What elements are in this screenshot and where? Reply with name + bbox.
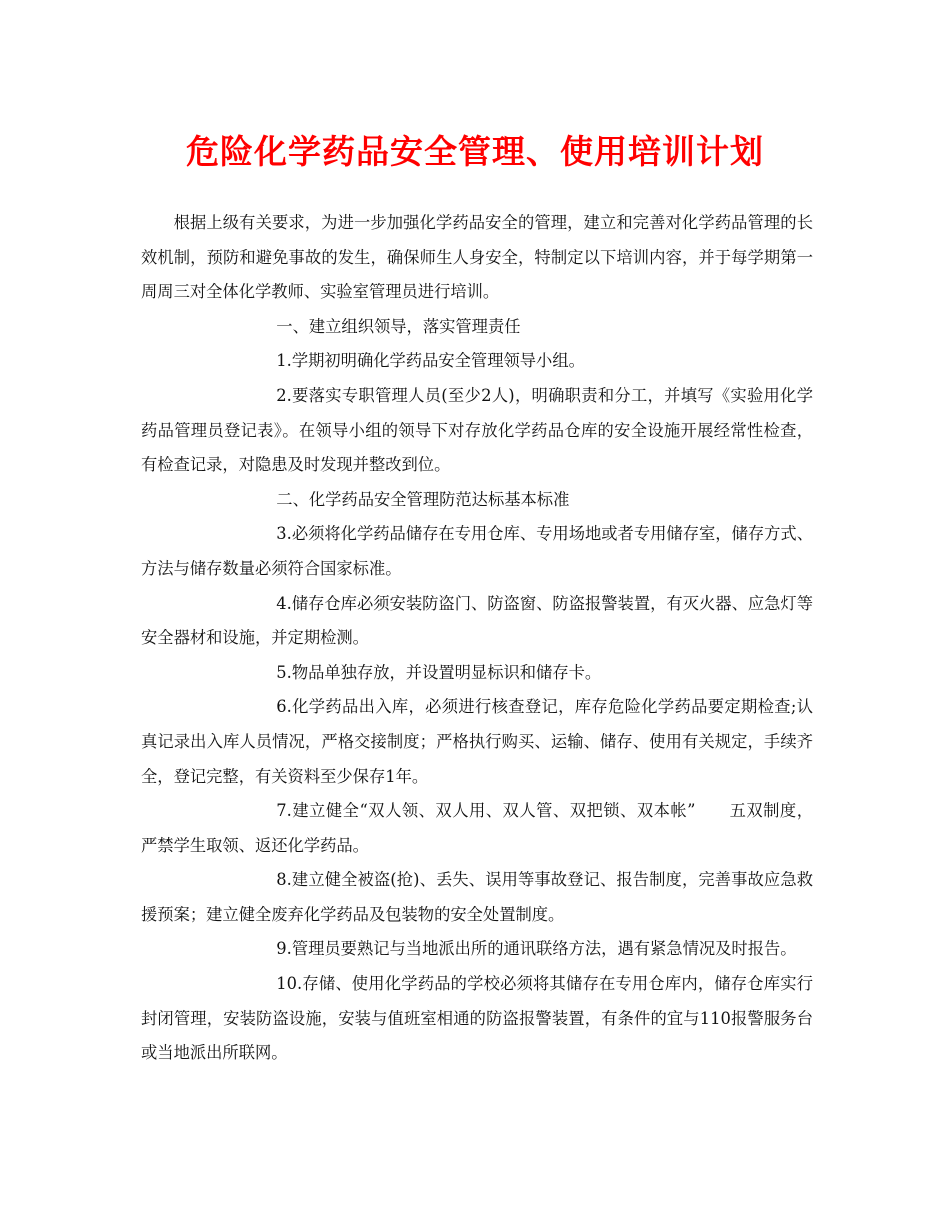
item-5: 5.物品单独存放，并设置明显标识和储存卡。 — [276, 662, 602, 682]
item-4: 4.储存仓库必须安装防盗门、防盗窗、防盗报警装置，有灭火器、应急灯等安全器材和设施，并定期检测。 — [141, 593, 813, 648]
item-1: 1.学期初明确化学药品安全管理领导小组。 — [276, 351, 585, 371]
item-6: 6.化学药品出入库，必须进行核查登记，库存危险化学药品要定期检查;认真记录出入库人员情况，严格交接制度；严格执行购买、运输、储存、使用有关规定，手续齐全，登记完整，有关资料至少保存1年。 — [141, 697, 813, 786]
item-2: 2.要落实专职管理人员(至少2人)，明确职责和分工，并填写《实验用化学药品管理员登记表》。在领导小组的领导下对存放化学药品仓库的安全设施开展经常性检查，有检查记录，对隐患及时发现并整改到位。 — [141, 385, 813, 475]
document-title: 危险化学药品安全管理、使用培训计划 — [186, 132, 764, 171]
section-heading-1: 一、建立组织领导，落实管理责任 — [276, 316, 521, 336]
section-heading-2: 二、化学药品安全管理防范达标基本标准 — [276, 489, 570, 509]
document-body — [141, 206, 813, 1071]
item-10: 10.存储、使用化学药品的学校必须将其储存在专用仓库内，储存仓库实行封闭管理，安装防盗设施，安装与值班室相通的防盗报警装置，有条件的宜与110报警服务台或当地派出所联网。 — [141, 974, 813, 1063]
item-8: 8.建立健全被盗(抢)、丢失、误用等事故登记、报告制度，完善事故应急救援预案；建立健全废弃化学药品及包装物的安全处置制度。 — [141, 870, 813, 924]
item-3: 3.必须将化学药品储存在专用仓库、专用场地或者专用储存室，储存方式、方法与储存数量必须符合国家标准。 — [141, 524, 813, 578]
item-9: 9.管理员要熟记与当地派出所的通讯联络方法，遇有紧急情况及时报告。 — [276, 939, 797, 959]
intro-paragraph: 根据上级有关要求，为进一步加强化学药品安全的管理，建立和完善对化学药品管理的长效机制，预防和避免事故的发生，确保师生人身安全，特制定以下培训内容，并于每学期第一周周三对全体化学教师、实验室管理员进行培训。 — [141, 213, 813, 302]
item-7: 7.建立健全“双人领、双人用、双人管、双把锁、双本帐” 五双制度，严禁学生取领、返还化学药品。 — [141, 801, 813, 855]
